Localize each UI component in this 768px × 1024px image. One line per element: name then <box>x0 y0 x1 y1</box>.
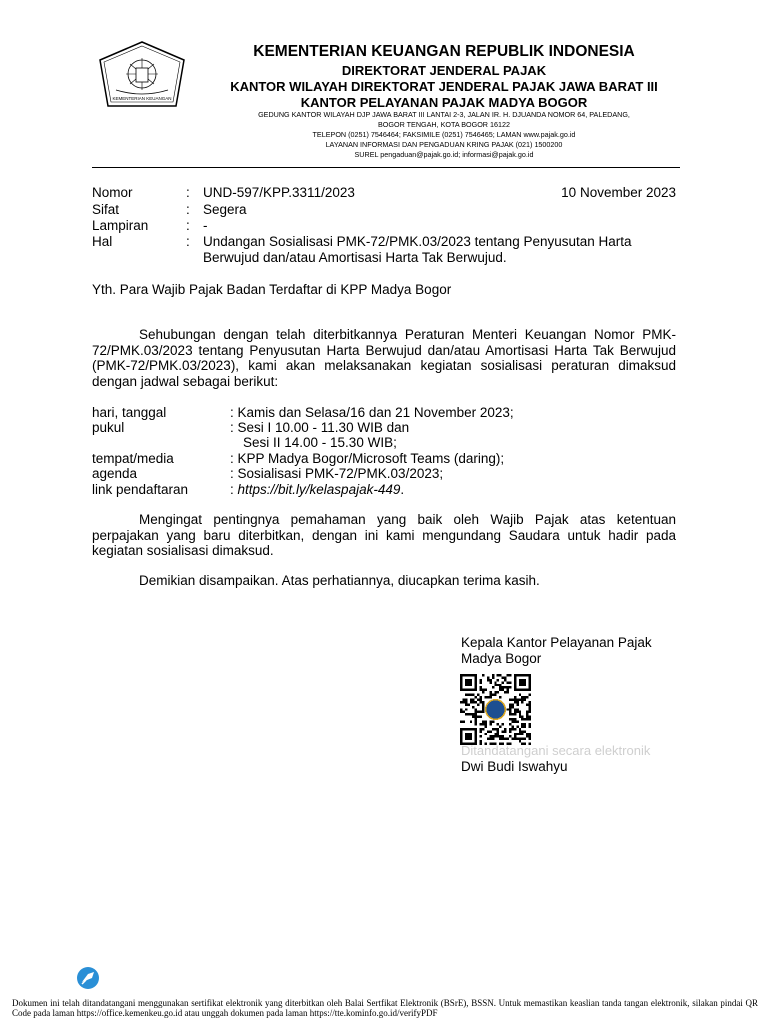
link-prefix: : <box>230 482 238 497</box>
schedule-pukul-value-1: : Sesi I 10.00 - 11.30 WIB dan <box>230 420 410 435</box>
schedule-link-value <box>230 482 404 498</box>
sifat-label: Sifat <box>92 202 120 217</box>
lampiran-value: - <box>203 218 208 233</box>
office-address <box>196 110 692 160</box>
signature-qr-code <box>460 674 531 745</box>
directorate-title: DIREKTORAT JENDERAL PAJAK <box>341 63 547 78</box>
address-line: GEDUNG KANTOR WILAYAH DJP JAWA BARAT III LANTAI 2-3, JALAN IR. H. DJUANDA NOMOR 64, PALEDANG, <box>258 110 630 119</box>
email-line: SUREL pengaduan@pajak.go.id; informasi@pajak.go.id <box>354 150 534 159</box>
header-divider <box>92 167 680 168</box>
schedule-tempat-value: : KPP Madya Bogor/Microsoft Teams (daring); <box>230 451 505 466</box>
hal-value-line2: Berwujud dan/atau Amortisasi Harta Tak Berwujud. <box>203 250 507 265</box>
electronic-signature-footer: Dokumen ini telah ditandatangani menggunakan sertifikat elektronik yang diterbitkan oleh Balai Sertfikat Elektronik (BSrE), BSSN. Untuk memastikan keaslian tanda tangan elektronik, silakan pindai QR Code pada laman https://office.kemenkeu.go.id atau unggah dokumen pada laman https://tte.kominfo.go.id/verifyPDF <box>12 998 758 1018</box>
office-title: KANTOR PELAYANAN PAJAK MADYA BOGOR <box>300 95 588 110</box>
schedule-agenda-label: agenda <box>92 466 138 481</box>
colon: : <box>186 234 190 249</box>
nomor-label: Nomor <box>92 185 133 200</box>
registration-link[interactable]: https://bit.ly/kelaspajak-449 <box>237 482 401 497</box>
schedule-hari-label: hari, tanggal <box>92 405 167 420</box>
schedule-tempat-label: tempat/media <box>92 451 174 466</box>
colon: : <box>186 202 190 217</box>
signatory-name: Dwi Budi Iswahyu <box>461 759 568 774</box>
colon: : <box>186 218 190 233</box>
ministry-title: KEMENTERIAN KEUANGAN REPUBLIK INDONESIA <box>253 43 635 60</box>
colon: : <box>186 185 190 200</box>
recipient: Yth. Para Wajib Pajak Badan Terdaftar di KPP Madya Bogor <box>92 282 452 297</box>
link-suffix: . <box>400 482 405 497</box>
schedule-link-label: link pendaftaran <box>92 482 189 497</box>
signatory-title-2: Madya Bogor <box>461 651 542 666</box>
schedule-pukul-label: pukul <box>92 420 125 435</box>
address-line: BOGOR TENGAH, KOTA BOGOR 16122 <box>378 120 510 129</box>
body-paragraph-3: Demikian disampaikan. Atas perhatiannya, diucapkan terima kasih. <box>139 573 540 588</box>
ministry-logo <box>96 40 188 110</box>
logo-text: KEMENTERIAN KEUANGAN <box>112 96 172 101</box>
contact-line: TELEPON (0251) 7546464; FAKSIMILE (0251) 7546465; LAMAN www.pajak.go.id <box>312 130 576 139</box>
letter-date: 10 November 2023 <box>561 185 676 200</box>
schedule-pukul-value-2: Sesi II 14.00 - 15.30 WIB; <box>243 435 397 450</box>
sifat-value: Segera <box>203 202 247 217</box>
schedule-agenda-value: : Sosialisasi PMK-72/PMK.03/2023; <box>230 466 444 481</box>
electronic-signature-note: Ditandatangani secara elektronik <box>461 743 651 758</box>
schedule-hari-value: : Kamis dan Selasa/16 dan 21 November 2023; <box>230 405 514 420</box>
lampiran-label: Lampiran <box>92 218 149 233</box>
regional-office-title: KANTOR WILAYAH DIREKTORAT JENDERAL PAJAK JAWA BARAT III <box>230 79 658 94</box>
contact-line: LAYANAN INFORMASI DAN PENGADUAN KRING PAJAK (021) 1500200 <box>325 140 563 149</box>
body-paragraph-1: Sehubungan dengan telah diterbitkannya Peraturan Menteri Keuangan Nomor PMK-72/PMK.03/2023 tentang Penyusutan Harta Berwujud dan/atau Amortisasi Harta Tak Berwujud (PMK-72/PMK.03/2023), kami akan melaksanakan kegiatan sosialisasi peraturan dimaksud dengan jadwal sebagai berikut: <box>92 327 676 389</box>
hal-value-line1: Undangan Sosialisasi PMK-72/PMK.03/2023 tentang Penyusutan Harta <box>203 234 632 249</box>
nomor-value: UND-597/KPP.3311/2023 <box>203 185 355 200</box>
body-paragraph-2: Mengingat pentingnya pemahaman yang baik oleh Wajib Pajak atas ketentuan perpajakan yang baru diterbitkan, dengan ini kami mengundang Saudara untuk hadir pada kegiatan sosialisasi dimaksud. <box>92 512 676 558</box>
bsre-logo-icon <box>76 966 100 990</box>
hal-label: Hal <box>92 234 113 249</box>
signatory-title-1: Kepala Kantor Pelayanan Pajak <box>461 635 652 650</box>
